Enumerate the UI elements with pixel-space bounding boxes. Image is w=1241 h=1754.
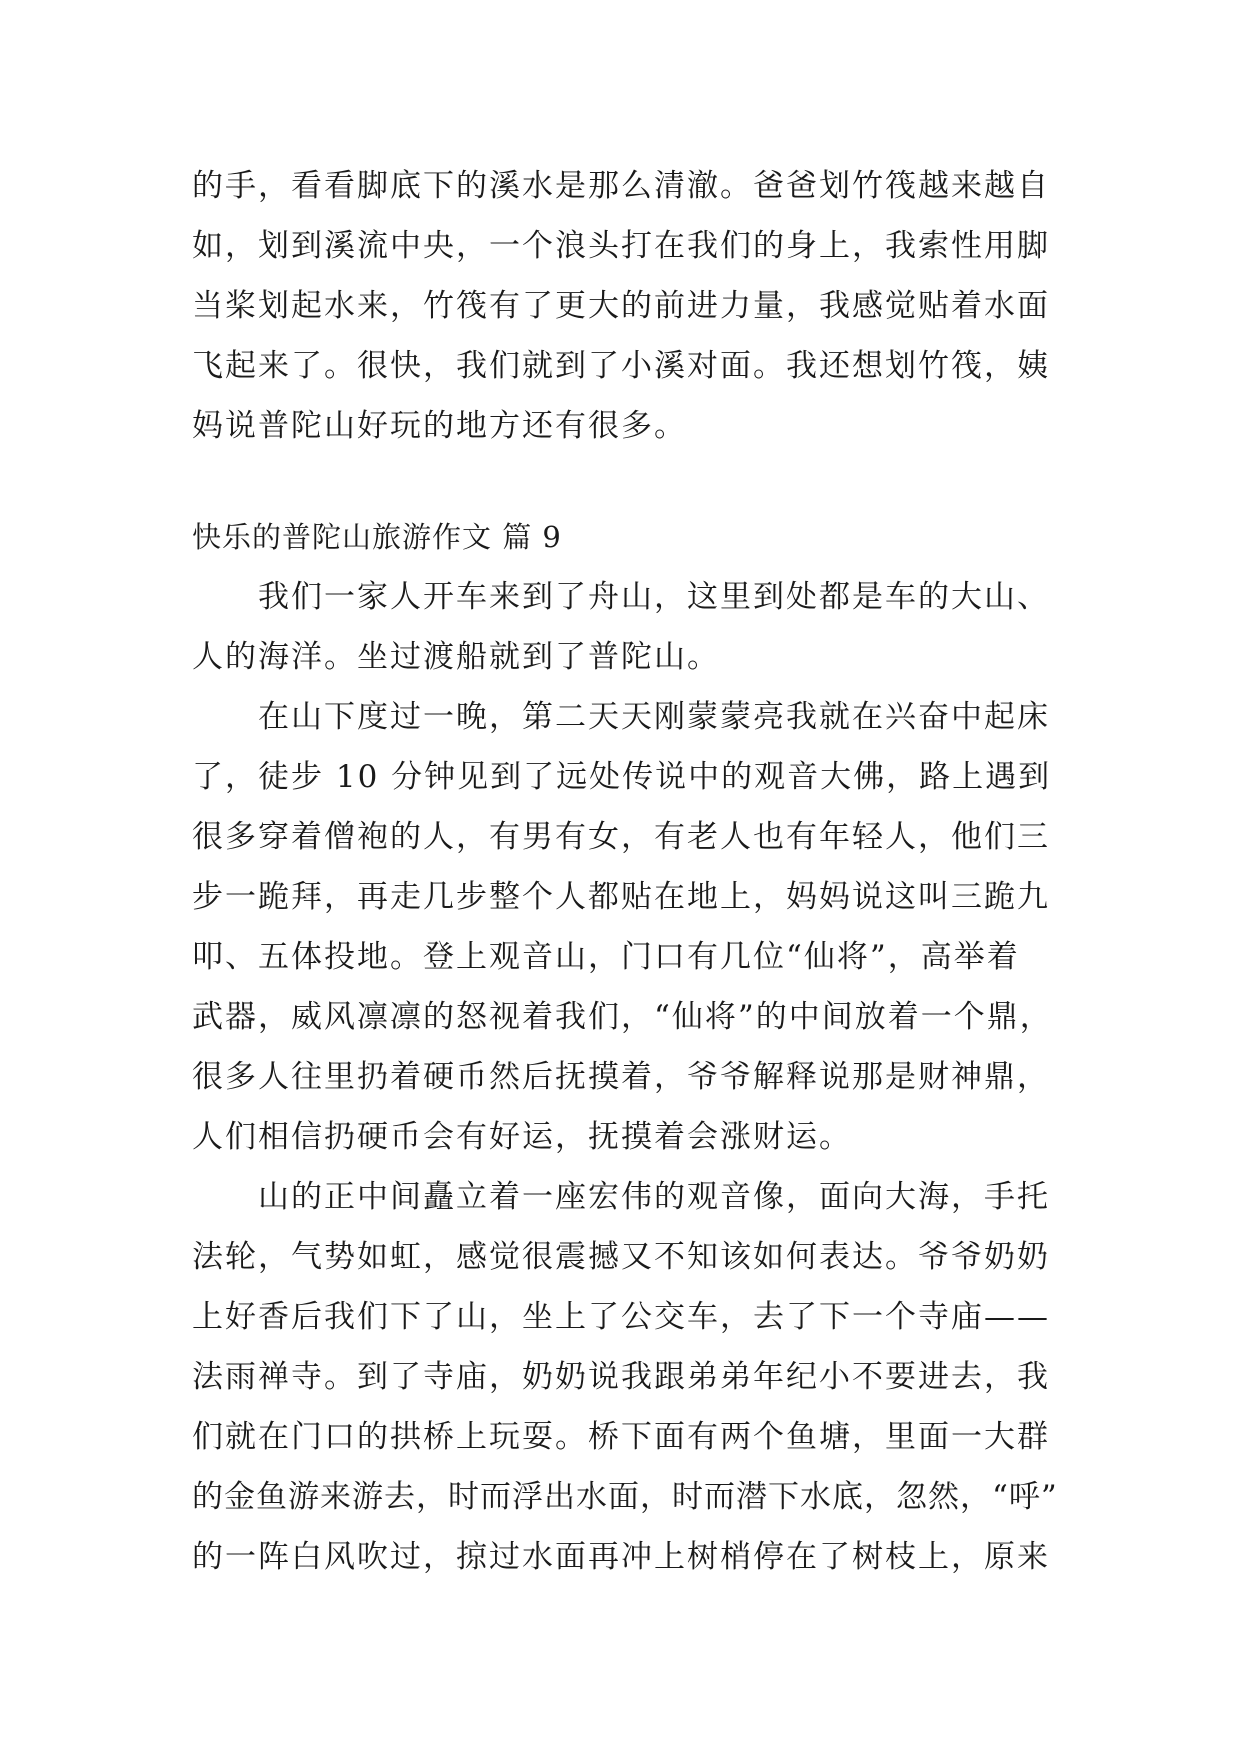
text-line: 步一跪拜，再走几步整个人都贴在地上，妈妈说这叫三跪九 bbox=[192, 879, 1050, 915]
text-line: 人的海洋。坐过渡船就到了普陀山。 bbox=[192, 639, 720, 675]
text-line: 上好香后我们下了山，坐上了公交车，去了下一个寺庙—— bbox=[192, 1299, 1050, 1335]
text-line: 我们一家人开车来到了舟山，这里到处都是车的大山、 bbox=[258, 579, 1050, 615]
text-line: 法雨禅寺。到了寺庙，奶奶说我跟弟弟年纪小不要进去，我 bbox=[192, 1359, 1050, 1395]
text-line: 了，徒步 10 分钟见到了远处传说中的观音大佛，路上遇到 bbox=[192, 759, 1052, 795]
text-line: 山的正中间矗立着一座宏伟的观音像，面向大海，手托 bbox=[258, 1179, 1050, 1215]
text-line: 叩、五体投地。登上观音山，门口有几位“仙将”，高举着 bbox=[192, 939, 1020, 975]
text-line: 的手，看看脚底下的溪水是那么清澈。爸爸划竹筏越来越自 bbox=[192, 168, 1050, 204]
text-line: 武器，威风凛凛的怒视着我们，“仙将”的中间放着一个鼎， bbox=[192, 999, 1053, 1035]
text-line: 很多人往里扔着硬币然后抚摸着，爷爷解释说那是财神鼎， bbox=[192, 1059, 1050, 1095]
text-line: 们就在门口的拱桥上玩耍。桥下面有两个鱼塘，里面一大群 bbox=[192, 1419, 1050, 1455]
text-line: 很多穿着僧袍的人，有男有女，有老人也有年轻人，他们三 bbox=[192, 819, 1050, 855]
text-line: 人们相信扔硬币会有好运，抚摸着会涨财运。 bbox=[192, 1119, 852, 1155]
text-line: 的一阵白风吹过，掠过水面再冲上树梢停在了树枝上，原来 bbox=[192, 1539, 1050, 1575]
text-line: 的金鱼游来游去，时而浮出水面，时而潜下水底，忽然，“呼” bbox=[192, 1479, 1058, 1515]
section-title: 快乐的普陀山旅游作文 篇 9 bbox=[192, 520, 562, 554]
text-line: 在山下度过一晚，第二天天刚蒙蒙亮我就在兴奋中起床 bbox=[258, 699, 1050, 735]
text-line: 当桨划起水来，竹筏有了更大的前进力量，我感觉贴着水面 bbox=[192, 288, 1050, 324]
text-line: 如，划到溪流中央，一个浪头打在我们的身上，我索性用脚 bbox=[192, 228, 1050, 264]
text-line: 法轮，气势如虹，感觉很震撼又不知该如何表达。爷爷奶奶 bbox=[192, 1239, 1050, 1275]
text-line: 妈说普陀山好玩的地方还有很多。 bbox=[192, 408, 687, 444]
text-line: 飞起来了。很快，我们就到了小溪对面。我还想划竹筏，姨 bbox=[192, 348, 1050, 384]
